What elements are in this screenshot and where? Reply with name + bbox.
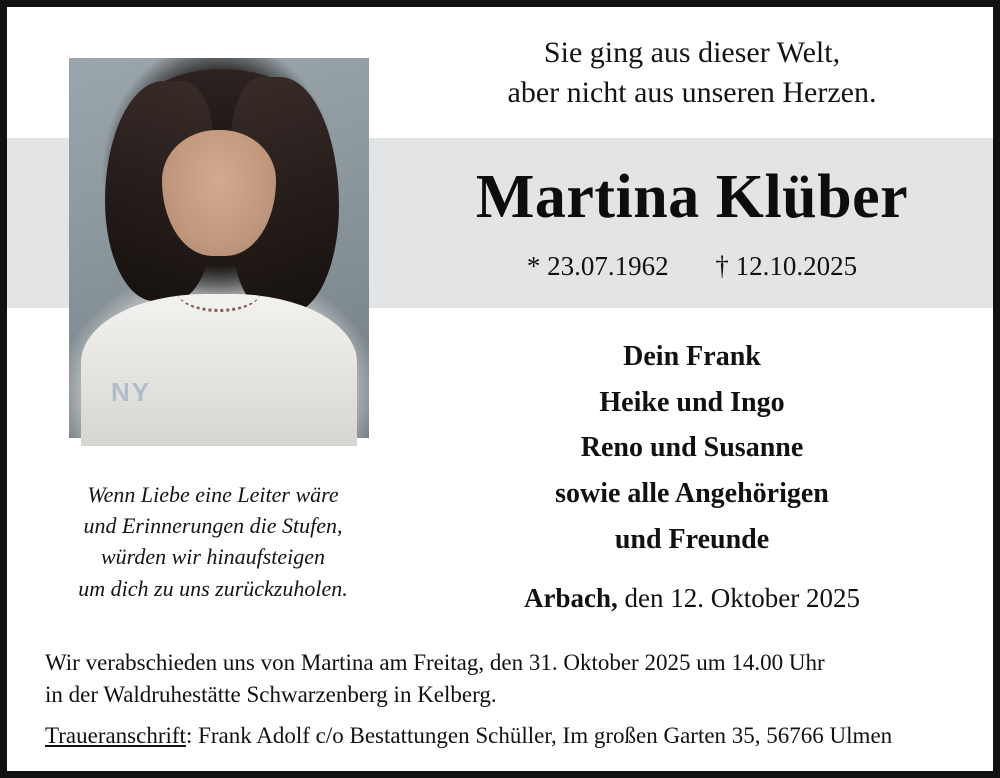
top-verse [407,33,977,113]
place-and-date [407,583,977,614]
poem-line: und Erinnerungen die Stufen, [83,513,343,539]
mourner-line: Reno und Susanne [580,432,804,464]
mourner-line: sowie alle Angehörigen [555,477,829,509]
farewell-line-1: Wir verabschieden uns von Martina am Freitag, den 31. Oktober 2025 um 14.00 Uhr [45,650,825,675]
birth-date: * 23.07.1962 [526,251,669,281]
portrait-photo [69,58,369,438]
top-verse-line-2: aber nicht aus unseren Herzen. [507,75,877,109]
mourner-line: Dein Frank [623,341,761,372]
portrait-face [162,130,276,255]
life-dates [407,251,977,282]
death-date: † 12.10.2025 [715,251,858,281]
deceased-name: Martina Klüber [475,163,909,231]
mourners-list [407,334,977,562]
portrait-necklace [177,271,261,312]
mourner-line: und Freunde [614,523,770,555]
memorial-poem [35,479,391,604]
portrait-shirt [81,294,357,446]
portrait-shirt-text: NY [111,377,152,408]
farewell-details [45,647,965,711]
top-verse-line-1: Sie ging aus dieser Welt, [543,36,841,69]
farewell-line-2: in der Waldruhestätte Schwarzenberg in Kelberg. [45,681,497,707]
poem-line: würden wir hinaufsteigen [100,544,326,570]
mourning-address [45,723,975,749]
poem-line: um dich zu uns zurückzuholen. [78,575,348,601]
mourner-line: Heike und Ingo [599,386,785,418]
place-date: den 12. Oktober 2025 [617,583,860,613]
mourning-address-text: : Frank Adolf c/o Bestattungen Schüller, Im großen Garten 35, 56766 Ulmen [185,723,893,748]
poem-line: Wenn Liebe eine Leiter wäre [87,482,339,507]
mourning-address-label: Traueranschrift [45,723,186,748]
place-name: Arbach, [524,583,618,613]
